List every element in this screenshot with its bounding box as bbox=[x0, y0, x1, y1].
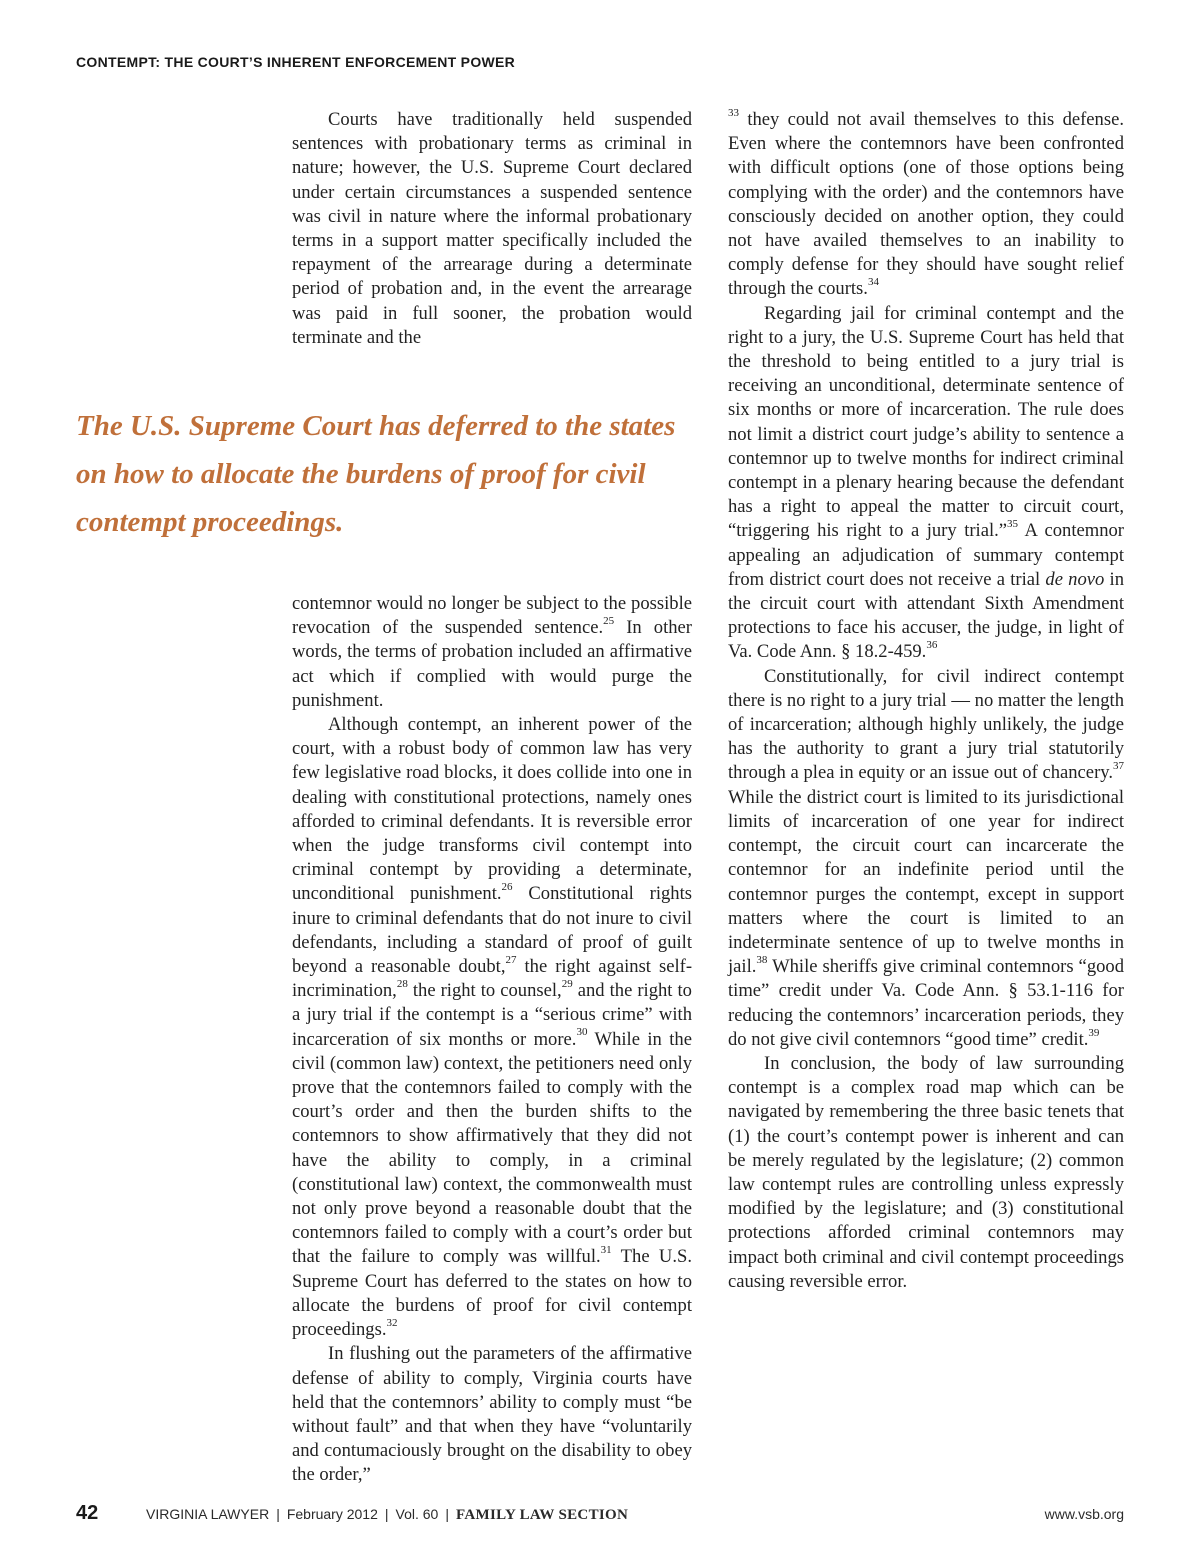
text-run: and the right to a jury trial if the contempt is a “serious crime” with incarceration of six months or more. bbox=[292, 980, 692, 1050]
publication-name: VIRGINIA LAWYER bbox=[146, 1506, 270, 1522]
body-column-right bbox=[728, 108, 1124, 1294]
website-url: www.vsb.org bbox=[1044, 1506, 1124, 1522]
footnote-ref: 39 bbox=[1088, 1026, 1100, 1039]
text-run: The U.S. Supreme Court has deferred to the states on how to allocate the burdens of proof for civil contempt proceedings. bbox=[292, 1246, 693, 1341]
paragraph-jury-trial bbox=[728, 302, 1124, 665]
paragraph-suspended-sentences: Courts have traditionally held suspended sentences with probationary terms as criminal in nature; however, the U.S. Supreme Court declared under certain circumstances a suspended sentence was civil in nature where the informal probationary terms in a support matter specifically included the repayment of the arrearage during a determinate period of probation and, in the event the arrearage was paid in full sooner, the probation would terminate and the bbox=[292, 109, 692, 348]
text-run: the right to counsel, bbox=[412, 980, 562, 1002]
text-run: While the district court is limited to its jurisdictional limits of incarceration of one year for indirect contempt, the circuit court can incarcerate the contemnor for an indefinite period until the contemnor purges the contempt, except in support matters where the court is limited to an indeterminate sentence of up to twelve months in jail. bbox=[728, 786, 1124, 978]
footnote-ref: 29 bbox=[561, 978, 573, 991]
text-run: Constitutionally, for civil indirect contempt there is no right to a jury trial — no matter the length of incarceration; although highly unlikely, the judge has the authority to grant a jury trial statutorily through a plea in equity or an issue out of chancery. bbox=[728, 665, 1124, 784]
paragraph-civil-indirect bbox=[728, 665, 1124, 1052]
text-run: Although contempt, an inherent power of the court, with a robust body of common law has very few legislative road blocks, it does collide into one in dealing with constitutional protections, namely ones afforded to criminal defendants. It is reversible error when the judge transforms civil contempt into criminal contempt by providing a determinate, unconditional punishment. bbox=[292, 714, 692, 905]
footnote-ref: 31 bbox=[600, 1244, 612, 1257]
publication-info bbox=[146, 1506, 628, 1524]
issue-date: February 2012 bbox=[286, 1506, 378, 1522]
latin-term: de novo bbox=[1045, 568, 1105, 590]
page-number: 42 bbox=[76, 1502, 99, 1524]
footnote-ref: 37 bbox=[1113, 760, 1124, 773]
text-run: A contemnor appealing an adjudication of summary contempt from district court does not receive a trial bbox=[728, 520, 1124, 590]
paragraph-ability-to-comply-cont bbox=[728, 108, 1124, 302]
text-run: In other words, the terms of probation included an affirmative act which if complied with would purge the punishment. bbox=[292, 617, 692, 711]
text-run: in the circuit court with attendant Sixth Amendment protections to face his accuser, the judge, in light of Va. Code Ann. § 18.2-459. bbox=[728, 568, 1124, 663]
footnote-ref: 38 bbox=[756, 953, 768, 966]
footnote-ref: 26 bbox=[501, 881, 513, 894]
footnote-ref: 32 bbox=[386, 1316, 398, 1329]
running-head: CONTEMPT: THE COURT’S INHERENT ENFORCEMENT POWER bbox=[76, 54, 516, 70]
footnote-ref: 28 bbox=[396, 978, 408, 991]
paragraph-conclusion: In conclusion, the body of law surrounding contempt is a complex road map which can be navigated by remembering the three basic tenets that (1) the court’s contempt power is inherent and can be merely regulated by the legislature; (2) common law contempt rules are controlling unless expressly modified by the legislature; and (3) constitutional protections afforded criminal contemnors may impact both criminal and civil contempt proceedings causing reversible error. bbox=[728, 1052, 1124, 1292]
text-run: In flushing out the parameters of the affirmative defense of ability to comply, Virginia courts have held that the contemnors’ ability to comply must “be without fault” and that when they have “voluntarily and contumaciously brought on the disability to obey the order,” bbox=[292, 1343, 692, 1486]
paragraph-contempt-constitutional bbox=[292, 713, 692, 1342]
text-run: they could not avail themselves to this defense. Even where the contemnors have been confronted with difficult options (one of those options being complying with the order) and the contemnors have consciously decided on another option, they could not have availed themselves to an inability to comply defense for they should have sought relief through the courts. bbox=[728, 109, 1124, 300]
footnote-ref: 36 bbox=[926, 639, 938, 652]
text-run: Constitutional rights inure to criminal defendants that do not inure to civil defendants, including a standard of proof of guilt beyond a reasonable doubt, bbox=[292, 883, 692, 978]
page-footer bbox=[0, 1502, 1200, 1528]
paragraph-continuation bbox=[292, 592, 692, 713]
footnote-ref: 33 bbox=[728, 106, 739, 119]
text-run: While in the civil (common law) context, the petitioners need only prove that the contemnors failed to comply with the court’s order and then the burden shifts to the contemnors to show affirmatively that they did not have the ability to comply, in a criminal (constitutional law) context, the commonwealth must not only prove beyond a reasonable doubt that the contemnors failed to comply with a court’s order but that the failure to comply was willful. bbox=[292, 1028, 692, 1268]
separator: | bbox=[276, 1506, 280, 1522]
pull-quote: The U.S. Supreme Court has deferred to the states on how to allocate the burdens of proof for civil contempt proceedings. bbox=[76, 410, 676, 538]
text-run: Regarding jail for criminal contempt and the right to a jury, the U.S. Supreme Court has held that the threshold to being entitled to a jury trial is receiving an unconditional, determinate sentence of six months or more of incarceration. The rule does not limit a district court judge’s ability to sentence a contemnor up to twelve months for indirect criminal contempt in a plenary hearing because the defendant has a right to appeal the matter to circuit court, “triggering his right to a jury trial.” bbox=[728, 302, 1124, 542]
footnote-ref: 35 bbox=[1007, 518, 1019, 531]
section-name: FAMILY LAW SECTION bbox=[456, 1507, 629, 1523]
footnote-ref: 30 bbox=[576, 1026, 588, 1039]
text-run: the right against self-incrimination, bbox=[292, 956, 693, 1002]
body-column-middle-bottom bbox=[292, 592, 692, 1488]
text-run: While sheriffs give criminal contemnors “good time” credit under Va. Code Ann. § 53.1-116 for reducing the contemnors’ incarceration periods, they do not give civil contemnors “good time” credit. bbox=[728, 956, 1125, 1050]
separator: | bbox=[445, 1506, 449, 1522]
footnote-ref: 27 bbox=[505, 953, 517, 966]
footnote-ref: 34 bbox=[867, 276, 879, 289]
separator: | bbox=[384, 1506, 389, 1522]
body-column-middle-top bbox=[292, 108, 692, 350]
paragraph-ability-to-comply bbox=[292, 1342, 692, 1487]
volume: Vol. 60 bbox=[395, 1506, 439, 1522]
footnote-ref: 25 bbox=[603, 615, 615, 628]
text-run: contemnor would no longer be subject to the possible revocation of the suspended sentence. bbox=[292, 593, 692, 639]
